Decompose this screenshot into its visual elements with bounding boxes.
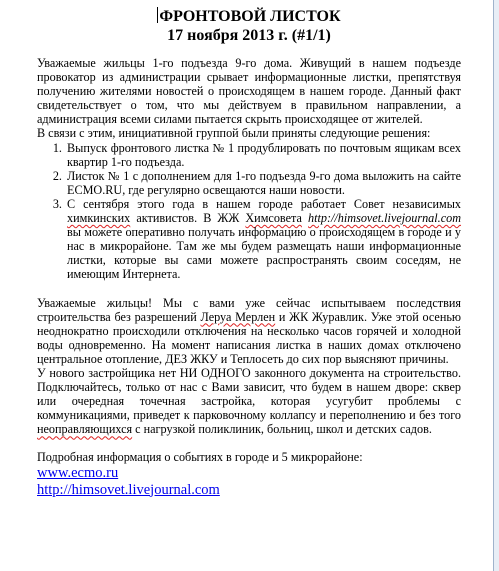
himsovet-link[interactable]: http://himsovet.livejournal.com [37, 481, 220, 498]
decision-item: 3. С сентября этого года в нашем городе работает Совет независимых химкинских активистов. В ЖЖ Химсовета http://himsovet.livejournal.com вы можете оперативно получать информацию о происходящем в городе и у нас в микрорайоне. Там же мы будем размещать наши информационные листки, которые вы сами можете распространять своим соседям, не имеющим Интернета. [65, 197, 461, 282]
misspelled-word: Леруа Мерлен [200, 309, 276, 324]
decisions-list [37, 141, 461, 282]
misspelled-word: химкинских [67, 211, 131, 226]
ecmo-link[interactable]: www.ecmo.ru [37, 464, 119, 481]
leaflet-date: 17 ноября 2013 г. (#1/1) [167, 27, 331, 44]
decision-item: 1. Выпуск фронтового листка № 1 продублировать по почтовым ящикам всех квартир 1-го подъезда. [65, 141, 461, 169]
window-right-edge [493, 0, 499, 571]
misspelled-word: http://himsovet.livejournal.com [308, 211, 462, 226]
leaflet-title: ФРОНТОВОЙ ЛИСТОК [159, 8, 341, 25]
more-info-note: Подробная информация о событиях в городе и 5 микрорайоне: [37, 450, 363, 465]
document-body [37, 7, 461, 499]
decisions-lead: В связи с этим, инициативной группой были приняты следующие решения: [37, 126, 431, 141]
construction-paragraph: Уважаемые жильцы! Мы с вами уже сейчас испытываем последствия строительства без разрешений Леруа Мерлен и ЖК Журавлик. Уже этой осенью неоднократно происходили отключения на несколько часов горячей и холодной воды одновременно. На момент написания листка в наших домах отключено центральное отопление, ДЕЗ ЖКУ и Теплосеть до сих пор выясняют причины. [37, 295, 461, 366]
developer-paragraph: У нового застройщика нет НИ ОДНОГО законного документа на строительство. Подключайтесь, только от нас с Вами зависит, что будем в нашем дворе: сквер или очередная точечная застройка, которая усугубит проблемы с коммуникациями, приведет к парковочному коллапсу и переполнению и без того неоправляющихся с нагрузкой поликлиник, больниц, школ и детских садов. [37, 365, 461, 437]
misspelled-word: Химсовета [245, 211, 302, 226]
intro-paragraph: Уважаемые жильцы 1-го подъезда 9-го дома. Живущий в нашем подъезде провокатор из администрации срывает информационные листки, препятствуя получению жителями новостей о происходящем в нашем городе. Данный факт свидетельствует о том, что мы действуем в правильном направлении, а администрация всеми силами пытается скрыть происходящее от жителей. [37, 56, 461, 127]
decision-item: 2. Листок № 1 с дополнением для 1-го подъезда 9-го дома выложить на сайте ECMO.RU, где регулярно освещаются наши новости. [65, 169, 461, 197]
misspelled-word: неоправляющихся [37, 422, 133, 437]
